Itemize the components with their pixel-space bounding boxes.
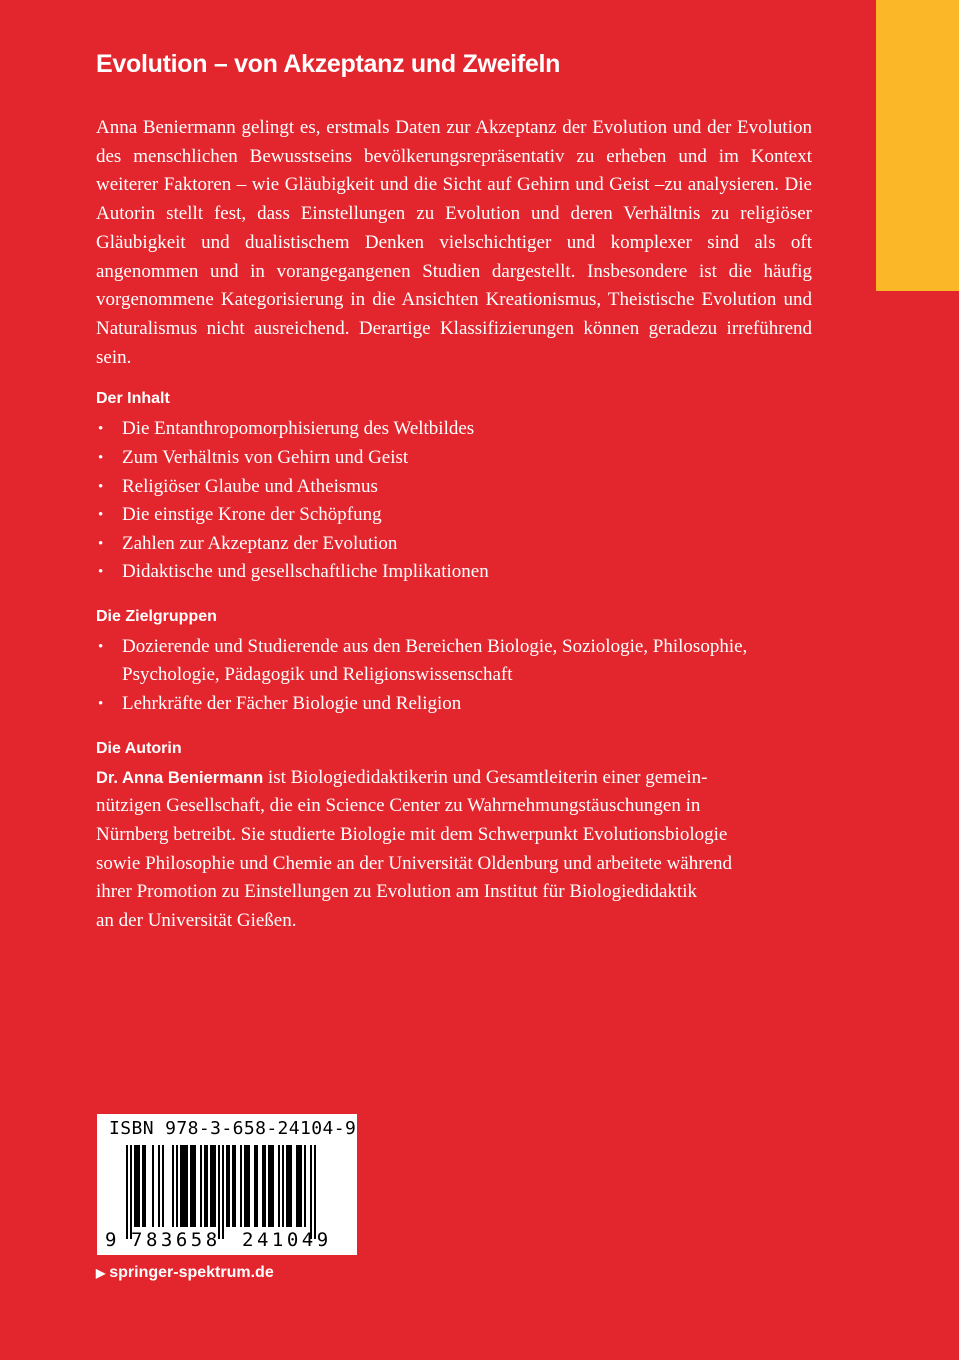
barcode-bar (204, 1145, 206, 1227)
ean-digits (97, 1229, 357, 1253)
barcode-bar (282, 1145, 284, 1227)
barcode-bar (158, 1145, 160, 1227)
barcode-bar (142, 1145, 144, 1227)
barcode-bar (300, 1145, 302, 1227)
barcode-bar (186, 1145, 188, 1227)
barcode-bar (226, 1145, 228, 1227)
ean-first-digit: 9 (105, 1229, 117, 1251)
barcode-bar (286, 1145, 288, 1227)
list-item: • Zahlen zur Akzeptanz der Evolution (96, 530, 812, 559)
barcode-bar (222, 1145, 224, 1239)
barcode-bar (218, 1145, 220, 1239)
section-heading-zielgruppen: Die Zielgruppen (96, 607, 217, 625)
barcode-bar (210, 1145, 212, 1227)
barcode-bar (298, 1145, 300, 1227)
barcode-bar (270, 1145, 272, 1227)
barcode-bar (136, 1145, 138, 1227)
publisher-url[interactable]: ▶ springer-spektrum.de (96, 1264, 274, 1281)
barcode-bar (176, 1145, 178, 1227)
bullet-icon: • (98, 696, 104, 713)
barcode-bar (240, 1145, 242, 1227)
section-heading-inhalt: Der Inhalt (96, 390, 170, 408)
barcode-bar (212, 1145, 214, 1227)
barcode-bar (248, 1145, 250, 1227)
ean-right-group: 241049 (242, 1229, 332, 1251)
barcode-bar (278, 1145, 280, 1227)
section-heading-autorin: Die Autorin (96, 739, 182, 757)
barcode-bar (130, 1145, 132, 1239)
inhalt-list (96, 415, 812, 587)
barcode-bar (182, 1145, 184, 1227)
bullet-icon: • (98, 535, 104, 552)
barcode-bar (264, 1145, 266, 1227)
back-cover-content (96, 46, 812, 936)
bullet-icon: • (98, 449, 104, 466)
barcode-bar (234, 1145, 236, 1227)
barcode-bar (180, 1145, 182, 1227)
list-item: • Lehrkräfte der Fächer Biologie und Religion (96, 690, 812, 719)
barcode-bar (134, 1145, 136, 1227)
barcode-bar (172, 1145, 174, 1227)
barcode-bar (254, 1145, 256, 1227)
barcode-bar (152, 1145, 154, 1227)
barcode-bar (184, 1145, 186, 1227)
intro-paragraph: Anna Beniermann gelingt es, erstmals Daten zur Akzeptanz der Evolution und der Evolution des menschlichen Bewusstseins bevölkerungsrepräsentativ zu erheben und im Kontext weiterer Faktoren – wie Gläubigkeit und die Sicht auf Gehirn und Geist –zu analysieren. Die Autorin stellt fest, dass Einstellungen zu Evolution und deren Verhältnis zu religiöser Gläubigkeit und dualistischem Denken vielschichtiger und komplexer sind als oft angenommen und in vorangegangenen Studien dargestellt. Insbesondere ist die häufig vorgenommene Kategorisierung in die Ansichten Kreationismus, Theistische Evolution und Naturalismus nicht ausreichend. Derartige Klassifizierungen können geradezu irreführend sein. (96, 117, 812, 368)
isbn-barcode (97, 1114, 357, 1255)
barcode-bar (194, 1145, 196, 1227)
bullet-icon: • (98, 638, 104, 655)
barcode-bar (268, 1145, 270, 1227)
barcode-bar (256, 1145, 258, 1227)
list-item: • Dozierende und Studierende aus den Bereichen Biologie, Soziologie, Philosophie, Psychologie, Pädagogik und Religionswissenschaft (96, 633, 812, 690)
list-item: • Didaktische und gesellschaftliche Implikationen (96, 558, 812, 587)
barcode-bar (314, 1145, 316, 1239)
bullet-icon: • (98, 507, 104, 524)
list-item: • Religiöser Glaube und Atheismus (96, 473, 812, 502)
barcode-bar (214, 1145, 216, 1227)
book-title: Evolution – von Akzeptanz und Zweifeln (96, 50, 561, 78)
barcode-bar (126, 1145, 128, 1239)
bullet-icon: • (98, 421, 104, 438)
list-item: • Die Entanthropomorphisierung des Weltbildes (96, 415, 812, 444)
barcode-bar (296, 1145, 298, 1227)
barcode-bar (138, 1145, 140, 1227)
barcode-bar (310, 1145, 312, 1239)
list-item: • Zum Verhältnis von Gehirn und Geist (96, 444, 812, 473)
zielgruppen-list (96, 633, 812, 719)
barcode-bar (190, 1145, 192, 1227)
accent-bar (876, 0, 959, 291)
arrow-right-icon: ▶ (96, 1266, 106, 1280)
author-name: Dr. Anna Beniermann (96, 768, 264, 787)
barcode-bar (200, 1145, 202, 1227)
barcode-bar (262, 1145, 264, 1227)
ean-left-group: 783658 (131, 1229, 221, 1251)
barcode-bar (206, 1145, 208, 1227)
barcode-bar (272, 1145, 274, 1227)
barcode-bar (144, 1145, 146, 1227)
barcode-bar (288, 1145, 290, 1227)
list-item: • Die einstige Krone der Schöpfung (96, 501, 812, 530)
barcode-bar (244, 1145, 246, 1227)
barcode-bar (290, 1145, 292, 1227)
barcode-bar (228, 1145, 230, 1227)
bullet-icon: • (98, 564, 104, 581)
isbn-text: ISBN 978-3-658-24104-9 (109, 1118, 357, 1139)
bullet-icon: • (98, 478, 104, 495)
barcode-bar (192, 1145, 194, 1227)
author-bio: Dr. Anna Beniermann ist Biologiedidaktikerin und Gesamtleiterin einer gemein- nützigen Gesellschaft, die ein Science Center zu Wahrnehmungstäuschungen in Nürnberg betreibt. Sie studierte Biologie mit dem Schwerpunkt Evolutionsbiologie sowie Philosophie und Chemie an der Universität Oldenburg und arbeitete während ihrer Promotion zu Einstellungen zu Evolution am Institut für Biologiedidaktik an der Universität Gießen. (96, 766, 732, 932)
barcode-bar (304, 1145, 306, 1227)
barcode-bar (162, 1145, 164, 1227)
barcode-bar (246, 1145, 248, 1227)
barcode-bar (232, 1145, 234, 1227)
